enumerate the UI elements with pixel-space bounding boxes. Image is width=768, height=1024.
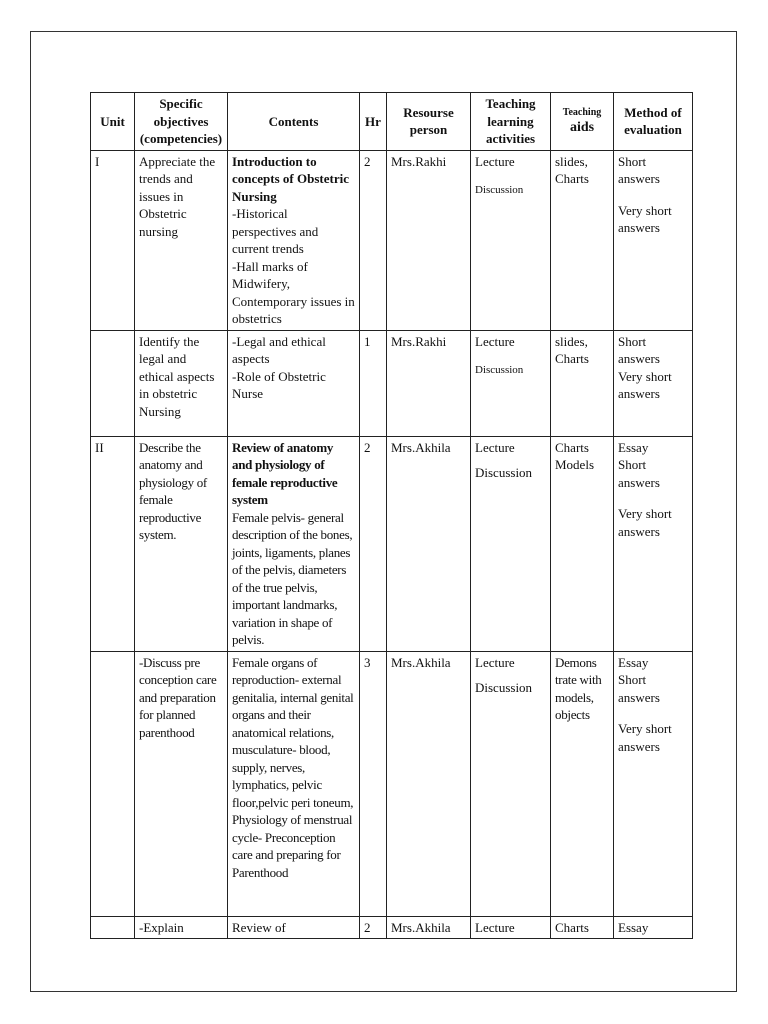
person-cell: Mrs.Rakhi: [387, 150, 471, 330]
evaluation-item: Short answers: [618, 153, 660, 186]
contents-cell: [228, 436, 360, 651]
contents-cell: Review of: [228, 916, 360, 939]
unit-cell: [91, 651, 135, 916]
header-aids-small: Teaching: [562, 106, 602, 118]
header-objectives: Specific objectives (competencies): [135, 93, 228, 151]
aids-cell: Charts: [551, 916, 614, 939]
header-resource: Resourse person: [387, 93, 471, 151]
evaluation-item: Short answers: [618, 672, 660, 705]
activity-cell: Lecture: [471, 916, 551, 939]
hr-cell: 1: [360, 330, 387, 436]
evaluation-item: Essay: [618, 654, 649, 670]
person-cell: Mrs.Akhila: [387, 436, 471, 651]
aids-cell: Demons trate with models, objects: [551, 651, 614, 916]
activity-cell: [471, 651, 551, 916]
evaluation-item: Very short answers: [618, 202, 672, 235]
aids-cell: Charts Models: [551, 436, 614, 651]
activity-cell: [471, 150, 551, 330]
table-row: [91, 916, 693, 939]
contents-body: Female pelvis- general description of the bones, joints, ligaments, planes of the pelvis, diameters of the true pelvis, important landmarks, variation in shape of pelvis.: [232, 509, 353, 647]
unit-cell: I: [91, 150, 135, 330]
objective-cell: Describe the anatomy and physiology of female reproductive system.: [135, 436, 228, 651]
objective-cell: -Discuss pre conception care and preparation for planned parenthood: [135, 651, 228, 916]
evaluation-item: Short answers: [618, 457, 660, 490]
contents-body: -Legal and ethical aspects -Role of Obstetric Nurse: [232, 333, 326, 401]
contents-title: Introduction to concepts of Obstetric Nursing: [232, 153, 349, 204]
objective-cell: Appreciate the trends and issues in Obstetric nursing: [135, 150, 228, 330]
contents-cell: [228, 150, 360, 330]
header-aids-big: aids: [569, 119, 595, 135]
evaluation-item: Very short answers: [618, 506, 672, 539]
hr-cell: 3: [360, 651, 387, 916]
aids-cell: slides, Charts: [551, 150, 614, 330]
activity-cell: [471, 330, 551, 436]
contents-title: Review of anatomy and physiology of female reproductive system: [232, 439, 338, 507]
objective-cell: -Explain: [135, 916, 228, 939]
header-row: [91, 93, 693, 151]
contents-cell: [228, 330, 360, 436]
syllabus-table: [90, 92, 693, 939]
evaluation-item: Short answers: [618, 333, 660, 366]
hr-cell: 2: [360, 916, 387, 939]
table-row: [91, 150, 693, 330]
activity-lecture: Lecture: [475, 333, 515, 349]
activity-lecture: Lecture: [475, 153, 515, 169]
table-row: [91, 330, 693, 436]
header-evaluation: Method of evaluation: [614, 93, 693, 151]
evaluation-cell: [614, 330, 693, 436]
header-hr: Hr: [360, 93, 387, 151]
header-contents: Contents: [228, 93, 360, 151]
evaluation-cell: Essay: [614, 916, 693, 939]
activity-discussion: Discussion: [475, 680, 533, 695]
table-row: [91, 436, 693, 651]
evaluation-item: Very short answers: [618, 721, 672, 754]
person-cell: Mrs.Akhila: [387, 651, 471, 916]
person-cell: Mrs.Akhila: [387, 916, 471, 939]
activity-lecture: Lecture: [475, 654, 515, 670]
activity-discussion: Discussion: [475, 364, 524, 376]
table-row: [91, 651, 693, 916]
evaluation-cell: [614, 436, 693, 651]
evaluation-item: Very short answers: [618, 368, 672, 401]
activity-discussion: Discussion: [475, 465, 533, 480]
contents-body: -Historical perspectives and current trends -Hall marks of Midwifery, Contemporary issues in obstetrics: [232, 206, 355, 326]
header-unit: Unit: [91, 93, 135, 151]
person-cell: Mrs.Rakhi: [387, 330, 471, 436]
hr-cell: 2: [360, 150, 387, 330]
evaluation-item: Essay: [618, 439, 649, 455]
evaluation-cell: [614, 150, 693, 330]
activity-lecture: Lecture: [475, 439, 515, 455]
unit-cell: II: [91, 436, 135, 651]
header-activities: Teaching learning activities: [471, 93, 551, 151]
activity-cell: [471, 436, 551, 651]
aids-cell: slides, Charts: [551, 330, 614, 436]
contents-cell: Female organs of reproduction- external genitalia, internal genital organs and their anatomical relations, musculature- blood, supply, nerves, lymphatics, pelvic floor,pelvic peri toneum, Physiology of menstrual cycle- Preconception care and preparing for Parenthood: [228, 651, 360, 916]
objective-cell: Identify the legal and ethical aspects in obstetric Nursing: [135, 330, 228, 436]
unit-cell: [91, 916, 135, 939]
evaluation-cell: [614, 651, 693, 916]
activity-discussion: Discussion: [475, 184, 524, 196]
header-aids: [551, 93, 614, 151]
unit-cell: [91, 330, 135, 436]
hr-cell: 2: [360, 436, 387, 651]
